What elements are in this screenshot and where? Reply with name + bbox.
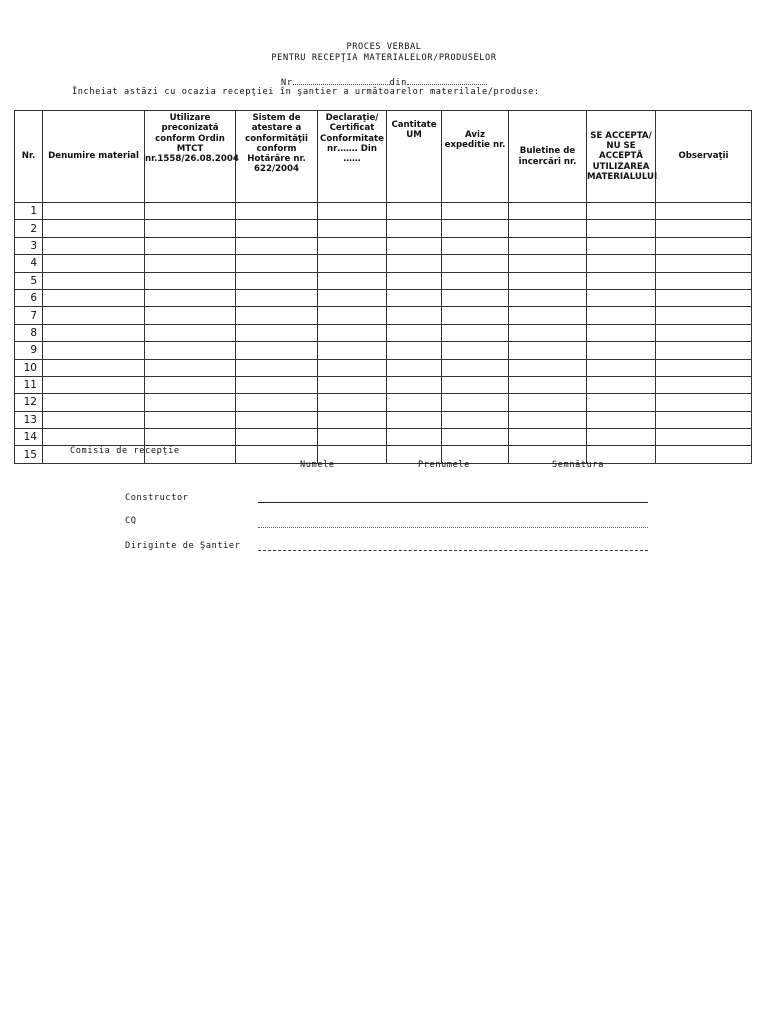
table-cell[interactable] [236,411,318,428]
table-cell[interactable] [236,203,318,220]
table-cell[interactable] [145,220,236,237]
table-cell[interactable] [587,220,656,237]
col-declaratie-certificat: Declaraţie/ Certificat Conformitate nr……. Din …… [318,111,387,203]
table-cell[interactable] [236,220,318,237]
table-cell[interactable] [318,324,387,341]
table-cell[interactable] [236,272,318,289]
table-cell[interactable] [509,220,587,237]
table-cell[interactable] [43,394,145,411]
table-cell[interactable] [656,429,752,446]
table-cell[interactable] [43,359,145,376]
table-cell[interactable] [656,342,752,359]
table-row [15,342,752,359]
table-cell[interactable] [318,394,387,411]
table-cell[interactable] [387,220,442,237]
table-cell[interactable] [387,324,442,341]
table-cell[interactable] [145,272,236,289]
role-diriginte-santier: Diriginte de Şantier [125,541,241,551]
table-cell[interactable] [442,376,509,393]
table-cell[interactable] [236,376,318,393]
row-number: 8 [15,324,43,341]
table-cell[interactable] [236,342,318,359]
table-cell[interactable] [145,359,236,376]
row-number: 1 [15,203,43,220]
table-cell[interactable] [509,255,587,272]
table-cell[interactable] [509,376,587,393]
table-cell[interactable] [236,324,318,341]
table-cell[interactable] [145,307,236,324]
table-cell[interactable] [318,376,387,393]
table-cell[interactable] [442,324,509,341]
table-header-row [15,111,752,203]
table-cell[interactable] [587,289,656,306]
table-cell[interactable] [656,411,752,428]
table-cell[interactable] [43,307,145,324]
table-cell[interactable] [43,324,145,341]
row-number: 7 [15,307,43,324]
row-number: 13 [15,411,43,428]
table-cell[interactable] [145,324,236,341]
col-cantitate-um: Cantitate UM [387,111,442,203]
table-cell[interactable] [656,272,752,289]
col-buletine-incercari: Buletine de încercări nr. [509,111,587,203]
table-row [15,359,752,376]
table-cell[interactable] [442,255,509,272]
table-cell[interactable] [387,342,442,359]
table-cell[interactable] [509,289,587,306]
table-cell[interactable] [442,342,509,359]
table-cell[interactable] [587,342,656,359]
table-cell[interactable] [509,411,587,428]
row-number: 12 [15,394,43,411]
table-cell[interactable] [145,342,236,359]
table-cell[interactable] [236,307,318,324]
table-cell[interactable] [442,429,509,446]
table-cell[interactable] [587,324,656,341]
table-cell[interactable] [442,272,509,289]
table-row [15,203,752,220]
row-number: 5 [15,272,43,289]
table-cell[interactable] [387,307,442,324]
table-row [15,307,752,324]
table-cell[interactable] [318,237,387,254]
table-cell[interactable] [318,272,387,289]
prenumele-header: Prenumele [418,460,470,470]
row-number: 4 [15,255,43,272]
table-cell[interactable] [236,394,318,411]
table-cell[interactable] [587,237,656,254]
table-cell[interactable] [587,429,656,446]
table-cell[interactable] [387,289,442,306]
table-cell[interactable] [442,411,509,428]
table-cell[interactable] [318,255,387,272]
table-cell[interactable] [587,307,656,324]
table-row [15,376,752,393]
col-acceptare: SE ACCEPTA/ NU SE ACCEPTĂ UTILIZAREA MATERIALULUI [587,111,656,203]
table-cell[interactable] [656,220,752,237]
col-observatii: Observaţii [656,111,752,203]
table-cell[interactable] [587,255,656,272]
table-cell[interactable] [656,237,752,254]
table-cell[interactable] [509,394,587,411]
table-row [15,429,752,446]
table-cell[interactable] [43,289,145,306]
table-cell[interactable] [656,376,752,393]
table-cell[interactable] [236,237,318,254]
cq-signature-line[interactable] [258,527,648,528]
table-cell[interactable] [236,429,318,446]
row-number: 6 [15,289,43,306]
table-cell[interactable] [656,203,752,220]
table-cell[interactable] [442,220,509,237]
table-row [15,411,752,428]
row-number: 15 [15,446,43,463]
table-cell[interactable] [509,272,587,289]
table-cell[interactable] [387,255,442,272]
table-cell[interactable] [236,255,318,272]
table-cell[interactable] [656,359,752,376]
table-cell[interactable] [442,359,509,376]
table-cell[interactable] [43,429,145,446]
table-cell[interactable] [387,394,442,411]
table-cell[interactable] [587,272,656,289]
document-subtitle: PENTRU RECEPŢIA MATERIALELOR/PRODUSELOR [271,53,497,63]
table-cell[interactable] [387,359,442,376]
table-cell[interactable] [145,411,236,428]
table-cell[interactable] [145,255,236,272]
row-number: 9 [15,342,43,359]
table-cell[interactable] [145,237,236,254]
role-constructor: Constructor [125,493,189,503]
table-cell[interactable] [587,394,656,411]
table-cell[interactable] [43,237,145,254]
table-cell[interactable] [43,203,145,220]
table-cell[interactable] [656,307,752,324]
table-cell[interactable] [442,237,509,254]
table-cell[interactable] [43,272,145,289]
table-cell[interactable] [509,307,587,324]
table-cell[interactable] [509,342,587,359]
table-cell[interactable] [43,220,145,237]
table-cell[interactable] [387,376,442,393]
table-cell[interactable] [509,429,587,446]
table-cell[interactable] [318,307,387,324]
table-cell[interactable] [509,237,587,254]
row-number: 2 [15,220,43,237]
table-cell[interactable] [43,411,145,428]
table-cell[interactable] [587,411,656,428]
table-cell[interactable] [387,203,442,220]
row-number: 14 [15,429,43,446]
table-cell[interactable] [387,237,442,254]
col-nr: Nr. [15,111,43,203]
table-cell[interactable] [442,203,509,220]
table-cell[interactable] [656,446,752,463]
table-cell[interactable] [318,342,387,359]
table-row [15,220,752,237]
col-sistem-atestare: Sistem de atestare a conformităţii conform Hotărâre nr. 622/2004 [236,111,318,203]
table-cell[interactable] [442,289,509,306]
table-row [15,237,752,254]
table-cell[interactable] [509,203,587,220]
table-cell[interactable] [145,429,236,446]
table-cell[interactable] [442,307,509,324]
din-label: din [389,78,407,88]
table-cell[interactable] [442,394,509,411]
table-cell[interactable] [387,429,442,446]
table-cell[interactable] [43,255,145,272]
col-aviz-expeditie: Aviz expeditie nr. [442,111,509,203]
table-cell[interactable] [509,324,587,341]
table-cell[interactable] [236,289,318,306]
table-cell[interactable] [587,203,656,220]
table-row [15,394,752,411]
table-cell[interactable] [145,376,236,393]
constructor-signature-line[interactable] [258,502,648,503]
table-cell[interactable] [43,342,145,359]
document-title: PROCES VERBAL [346,42,422,52]
date-blank[interactable] [407,76,487,85]
table-cell[interactable] [318,289,387,306]
materials-table [14,110,752,464]
commission-label: Comisia de recepţie [70,446,180,456]
table-cell[interactable] [587,359,656,376]
table-cell[interactable] [43,376,145,393]
table-cell[interactable] [387,272,442,289]
table-cell[interactable] [656,394,752,411]
table-cell[interactable] [318,359,387,376]
row-number: 11 [15,376,43,393]
table-row [15,289,752,306]
numele-header: Numele [300,460,335,470]
table-cell[interactable] [318,429,387,446]
col-utilizare-preconizata: Utilizare preconizată conform Ordin MTCT nr.1558/26.08.2004 [145,111,236,203]
row-number: 10 [15,359,43,376]
diriginte-signature-line[interactable] [258,550,648,551]
table-cell[interactable] [145,289,236,306]
table-row [15,272,752,289]
semnatura-header: Semnătura [552,460,604,470]
table-cell[interactable] [145,394,236,411]
table-cell[interactable] [509,359,587,376]
nr-label: Nr [281,78,293,88]
col-denumire-material: Denumire material [43,111,145,203]
table-row [15,324,752,341]
table-cell[interactable] [656,324,752,341]
table-row [15,255,752,272]
table-cell[interactable] [587,376,656,393]
table-cell[interactable] [656,255,752,272]
table-cell[interactable] [656,289,752,306]
table-cell[interactable] [318,220,387,237]
table-cell[interactable] [236,359,318,376]
role-cq: CQ [125,516,137,526]
table-cell[interactable] [145,203,236,220]
table-cell[interactable] [387,411,442,428]
intro-text: Încheiat astăzi cu ocazia recepţiei în şantier a următoarelor materilale/produse: [72,87,540,97]
table-cell[interactable] [318,203,387,220]
nr-blank[interactable] [293,76,390,85]
table-cell[interactable] [318,411,387,428]
row-number: 3 [15,237,43,254]
